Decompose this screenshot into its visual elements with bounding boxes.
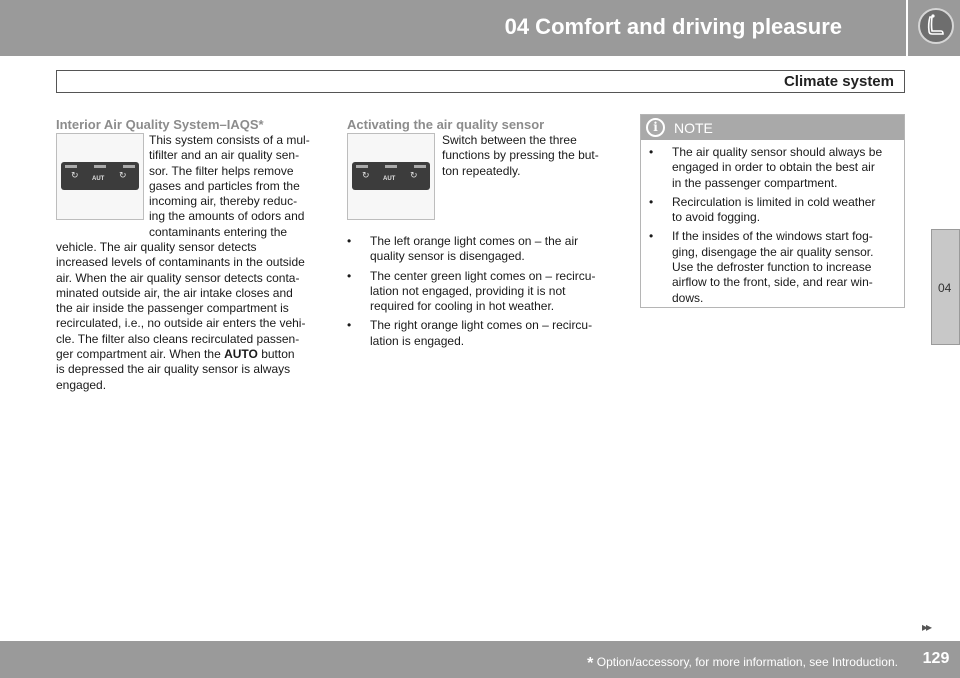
text-line: ging, disengage the air quality sensor. [672, 244, 874, 259]
text-line: The right orange light comes on – recircu- [370, 318, 593, 333]
text-line: in the passenger compartment. [672, 175, 838, 190]
text-line: dows. [672, 290, 704, 305]
text-line: The center green light comes on – recircu- [370, 268, 596, 283]
text-line: minated outside air, the air intake closes and [56, 285, 293, 300]
climate-control-panel [352, 162, 430, 190]
activating-heading: Activating the air quality sensor [347, 117, 545, 132]
text-line: airflow to the front, side, and rear win- [672, 275, 873, 290]
text-line: ing the amounts of odors and [149, 209, 305, 224]
chapter-title: 04 Comfort and driving pleasure [504, 14, 842, 39]
right-indicator-light [414, 165, 426, 168]
climate-panel-image [56, 133, 144, 220]
right-indicator-light [123, 165, 135, 168]
text-line: Switch between the three [442, 133, 577, 147]
note-header [641, 115, 904, 140]
text-line: This system consists of a mul- [149, 133, 310, 147]
text-line: engaged. [56, 377, 107, 392]
text-line: to avoid fogging. [672, 210, 761, 225]
text-line: vehicle. The air quality sensor detects [56, 240, 257, 254]
section-title: Climate system [783, 73, 894, 90]
note-title: NOTE [674, 120, 713, 136]
text-line: cle. The filter also cleans recirculated passen- [56, 331, 300, 346]
page-number: 129 [922, 650, 950, 667]
recirculation-icon: ↻ [119, 171, 127, 181]
note-bullets [649, 145, 899, 306]
text-line: increased levels of contaminants in the outside [56, 255, 305, 270]
footnote-text: Option/accessory, for more information, see Introduction. [593, 655, 898, 669]
text-line: quality sensor is disengaged. [370, 249, 525, 264]
chapter-side-tab [931, 229, 960, 345]
panel-aut-label: AUT [92, 176, 105, 182]
list-item [649, 195, 899, 226]
recirculation-icon: ↻ [410, 171, 418, 181]
text-run: ger compartment air. When the [56, 347, 221, 362]
seat-icon [918, 8, 954, 44]
recirculation-icon: ↻ [362, 171, 370, 181]
text-line: gases and particles from the [149, 178, 300, 193]
left-indicator-light [356, 165, 368, 168]
footer-band [0, 641, 960, 678]
continue-arrows-icon: ▸▸ [922, 620, 931, 634]
bullet-icon: • [347, 318, 352, 333]
list-item [347, 234, 622, 265]
text-line: recirculated, i.e., no outside air enters the vehi- [56, 316, 306, 331]
text-line [56, 347, 328, 362]
bullet-icon: • [649, 145, 654, 159]
text-line: lation is engaged. [370, 333, 465, 348]
list-item [649, 229, 899, 305]
auto-button-label: AUTO [224, 347, 258, 362]
iaqs-heading: Interior Air Quality System–IAQS* [56, 117, 264, 132]
panel-aut-label: AUT [383, 176, 396, 182]
text-line: incoming air, thereby reduc- [149, 194, 298, 209]
side-tab-label: 04 [938, 281, 952, 295]
text-line: The air quality sensor should always be [672, 145, 883, 159]
text-line: engaged in order to obtain the best air [672, 160, 875, 175]
text-line: required for cooling in hot weather. [370, 299, 555, 314]
activating-intro [442, 133, 617, 179]
center-indicator-light [385, 165, 397, 168]
left-indicator-light [65, 165, 77, 168]
activating-bullets [347, 234, 622, 349]
text-run: button [257, 347, 295, 362]
text-line: The left orange light comes on – the air [370, 234, 579, 248]
list-item [347, 318, 622, 349]
text-line: air. When the air quality sensor detects conta- [56, 270, 300, 285]
climate-panel-image [347, 133, 435, 220]
text-line: Recirculation is limited in cold weather [672, 194, 876, 209]
bullet-icon: • [649, 229, 654, 244]
center-indicator-light [94, 165, 106, 168]
list-item [649, 145, 899, 191]
climate-control-panel [61, 162, 139, 190]
footnote-star: * [587, 655, 594, 672]
recirculation-icon: ↻ [71, 171, 79, 181]
note-box [640, 114, 905, 308]
chapter-icon-box [906, 0, 960, 56]
iaqs-body [56, 240, 328, 393]
footnote [587, 655, 898, 673]
text-line: is depressed the air quality sensor is always [56, 362, 291, 377]
iaqs-intro-wrapped [149, 133, 324, 240]
text-line: sor. The filter helps remove [149, 163, 294, 178]
text-line: tifilter and an air quality sen- [149, 148, 300, 163]
section-header [56, 70, 905, 93]
info-icon: i [646, 118, 665, 137]
text-line: ton repeatedly. [442, 163, 521, 178]
text-line: the air inside the passenger compartment is [56, 301, 289, 316]
text-line: contaminants entering the [149, 224, 288, 239]
text-line: lation not engaged, providing it is not [370, 283, 566, 298]
text-line: functions by pressing the but- [442, 148, 599, 163]
bullet-icon: • [347, 234, 352, 248]
header-band [0, 0, 906, 56]
bullet-icon: • [347, 268, 352, 283]
text-line: If the insides of the windows start fog- [672, 229, 873, 244]
list-item [347, 269, 622, 315]
text-line: Use the defroster function to increase [672, 260, 872, 275]
bullet-icon: • [649, 194, 654, 209]
